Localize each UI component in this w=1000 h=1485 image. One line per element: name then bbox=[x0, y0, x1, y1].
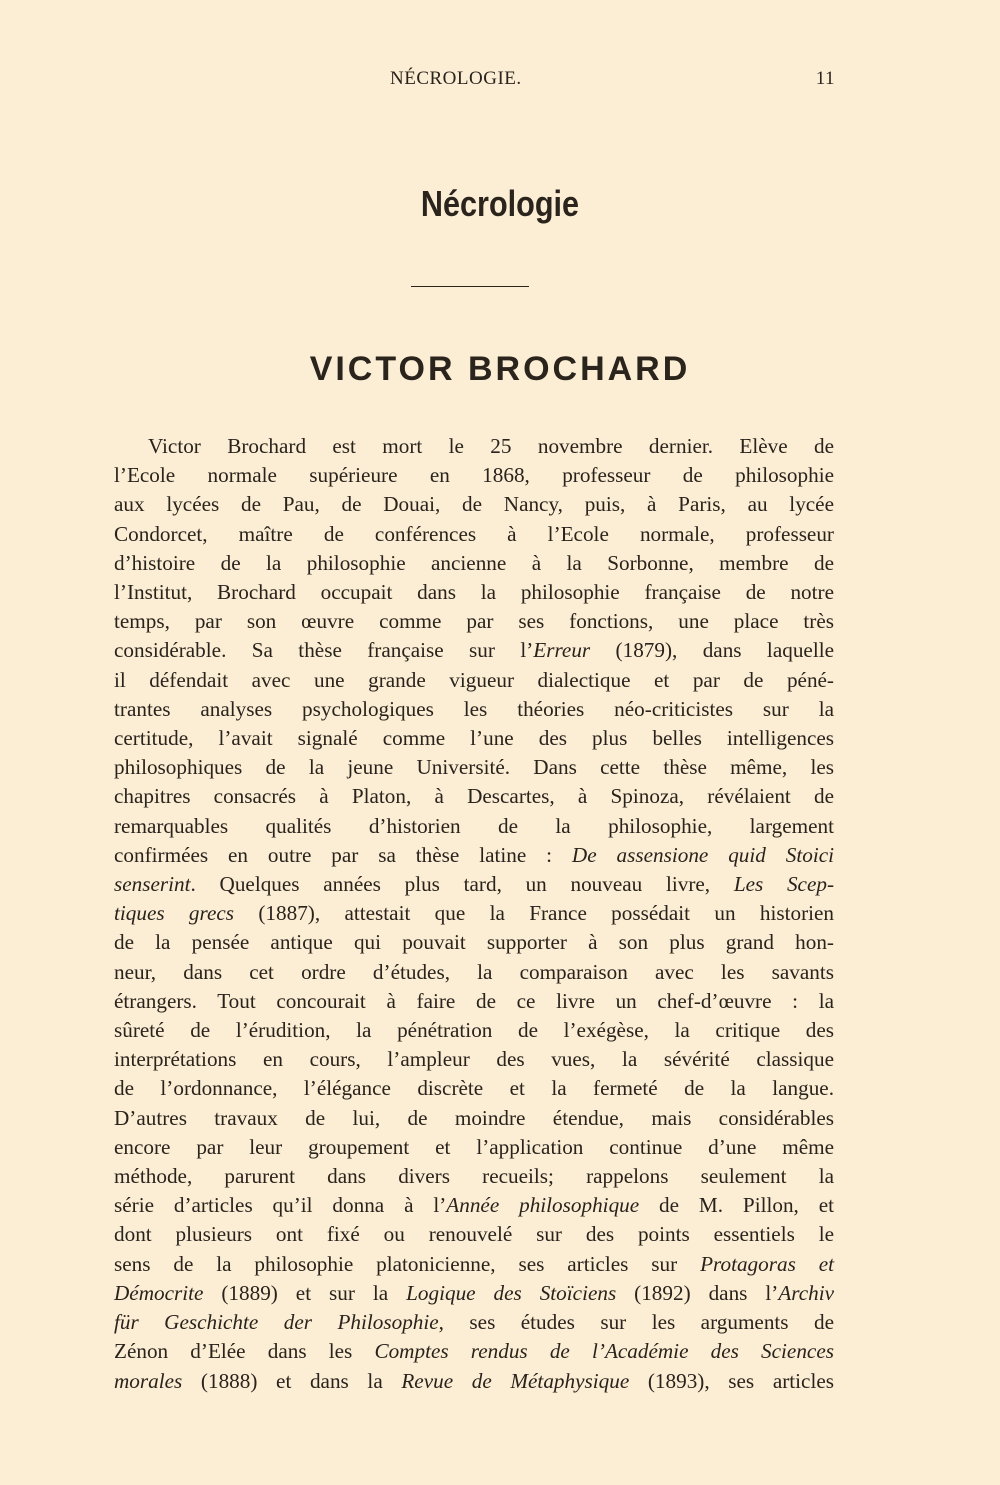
italic-title-span: Démocrite bbox=[114, 1280, 204, 1305]
text-line bbox=[114, 928, 834, 957]
running-title: NÉCROLOGIE. bbox=[390, 68, 522, 89]
italic-title-span: De assensione quid Stoici bbox=[571, 842, 835, 867]
text-line bbox=[114, 432, 834, 461]
section-title: Nécrologie bbox=[420, 183, 580, 224]
text-span: Condorcet, maître de conférences à l’Ecole normale, professeur bbox=[114, 521, 834, 546]
text-line bbox=[114, 1162, 834, 1191]
text-span: . Quelques années plus tard, un nouveau livre, bbox=[190, 872, 734, 897]
text-span: Victor Brochard est mort le 25 novembre dernier. Elève de bbox=[148, 434, 834, 458]
text-line bbox=[114, 753, 834, 782]
italic-title-span: Logique des Stoïciens bbox=[406, 1280, 617, 1305]
title-divider bbox=[411, 286, 529, 287]
text-line bbox=[114, 1045, 834, 1074]
text-line bbox=[114, 958, 834, 987]
italic-title-span: Comptes rendus de l’Académie des Sciences bbox=[374, 1339, 834, 1364]
text-line bbox=[114, 1104, 834, 1133]
obituary-body bbox=[114, 432, 834, 1396]
text-span: , ses études sur les arguments de bbox=[438, 1310, 835, 1335]
text-span: d’histoire de la philosophie ancienne à la Sorbonne, membre de bbox=[114, 550, 834, 575]
text-span: (1893), ses articles bbox=[629, 1368, 834, 1393]
text-line bbox=[114, 520, 834, 549]
text-span: neur, dans cet ordre d’études, la comparaison avec les savants bbox=[114, 959, 834, 984]
obituary-subject-name: VICTOR BROCHARD bbox=[309, 350, 691, 388]
text-line bbox=[114, 636, 834, 665]
text-span: certitude, l’avait signalé comme l’une des plus belles intelligences bbox=[114, 726, 834, 751]
text-span: l’Ecole normale supérieure en 1868, professeur de philosophie bbox=[114, 463, 834, 488]
text-span: considérable. Sa thèse française sur l’ bbox=[114, 638, 534, 663]
text-span: temps, par son œuvre comme par ses fonctions, une place très bbox=[114, 609, 834, 634]
text-line bbox=[114, 1220, 834, 1249]
text-line bbox=[114, 1016, 834, 1045]
text-span: dont plusieurs ont fixé ou renouvelé sur des points essentiels le bbox=[114, 1222, 834, 1247]
text-line bbox=[114, 870, 834, 899]
text-span: encore par leur groupement et l’application continue d’une même bbox=[114, 1134, 834, 1159]
text-span: méthode, parurent dans divers recueils; rappelons seulement la bbox=[114, 1164, 834, 1189]
italic-title-span: für Geschichte der Philosophie bbox=[114, 1310, 439, 1335]
text-line bbox=[114, 695, 834, 724]
text-span: sûreté de l’érudition, la pénétration de l’exégèse, la critique des bbox=[114, 1018, 834, 1043]
text-span: de M. Pillon, et bbox=[639, 1193, 834, 1218]
text-span: chapitres consacrés à Platon, à Descartes, à Spinoza, révélaient de bbox=[114, 784, 834, 809]
text-line bbox=[114, 724, 834, 753]
text-line bbox=[114, 1074, 834, 1103]
text-span: il défendait avec une grande vigueur dialectique et par de péné- bbox=[114, 667, 834, 692]
text-span: remarquables qualités d’historien de la philosophie, largement bbox=[114, 813, 834, 838]
italic-title-span: Archiv bbox=[778, 1280, 835, 1305]
text-line bbox=[114, 899, 834, 928]
page-number: 11 bbox=[815, 68, 835, 89]
text-span: de la pensée antique qui pouvait supporter à son plus grand hon- bbox=[114, 930, 834, 955]
text-span: sens de la philosophie platonicienne, ses articles sur bbox=[114, 1251, 701, 1276]
text-span: série d’articles qu’il donna à l’ bbox=[114, 1193, 447, 1218]
text-span: D’autres travaux de lui, de moindre étendue, mais considérables bbox=[114, 1105, 834, 1130]
text-line bbox=[114, 1337, 834, 1366]
text-line bbox=[114, 549, 834, 578]
italic-title-span: Revue de Métaphysique bbox=[401, 1368, 630, 1393]
text-span: (1889) et sur la bbox=[203, 1280, 407, 1305]
text-line bbox=[114, 607, 834, 636]
text-line bbox=[114, 490, 834, 519]
text-span: (1887), attestait que la France possédait un historien bbox=[234, 901, 835, 926]
text-line bbox=[114, 578, 834, 607]
text-line bbox=[114, 666, 834, 695]
text-span: de l’ordonnance, l’élégance discrète et la fermeté de la langue. bbox=[114, 1076, 834, 1101]
text-span: (1888) et dans la bbox=[182, 1368, 402, 1393]
text-line bbox=[114, 812, 834, 841]
text-span: interprétations en cours, l’ampleur des vues, la sévérité classique bbox=[114, 1047, 834, 1072]
text-span: (1879), dans laquelle bbox=[590, 638, 834, 663]
text-span: l’Institut, Brochard occupait dans la philosophie française de notre bbox=[114, 580, 834, 605]
italic-title-span: morales bbox=[114, 1368, 183, 1393]
text-line bbox=[114, 1279, 834, 1308]
text-line bbox=[114, 1367, 834, 1396]
italic-title-span: Protagoras et bbox=[700, 1251, 834, 1276]
italic-title-span: Année philosophique bbox=[446, 1193, 640, 1218]
text-line bbox=[114, 1250, 834, 1279]
text-span: étrangers. Tout concourait à faire de ce livre un chef-d’œuvre : la bbox=[114, 988, 834, 1013]
text-span: aux lycées de Pau, de Douai, de Nancy, puis, à Paris, au lycée bbox=[114, 492, 834, 517]
italic-title-span: senserint bbox=[114, 872, 191, 897]
text-line bbox=[114, 461, 834, 490]
text-span: trantes analyses psychologiques les théories néo-criticistes sur la bbox=[114, 696, 834, 721]
text-line bbox=[114, 1133, 834, 1162]
italic-title-span: Les Scep- bbox=[733, 872, 835, 897]
text-span: Zénon d’Elée dans les bbox=[114, 1339, 375, 1364]
text-line bbox=[114, 987, 834, 1016]
italic-title-span: tiques grecs bbox=[114, 901, 235, 926]
text-line bbox=[114, 1191, 834, 1220]
text-span: philosophiques de la jeune Université. Dans cette thèse même, les bbox=[114, 755, 834, 780]
text-span: confirmées en outre par sa thèse latine : bbox=[114, 842, 572, 867]
text-line bbox=[114, 841, 834, 870]
italic-title-span: Erreur bbox=[533, 638, 591, 663]
text-span: (1892) dans l’ bbox=[616, 1280, 779, 1305]
text-line bbox=[114, 1308, 834, 1337]
text-line bbox=[114, 782, 834, 811]
running-header bbox=[390, 68, 835, 90]
